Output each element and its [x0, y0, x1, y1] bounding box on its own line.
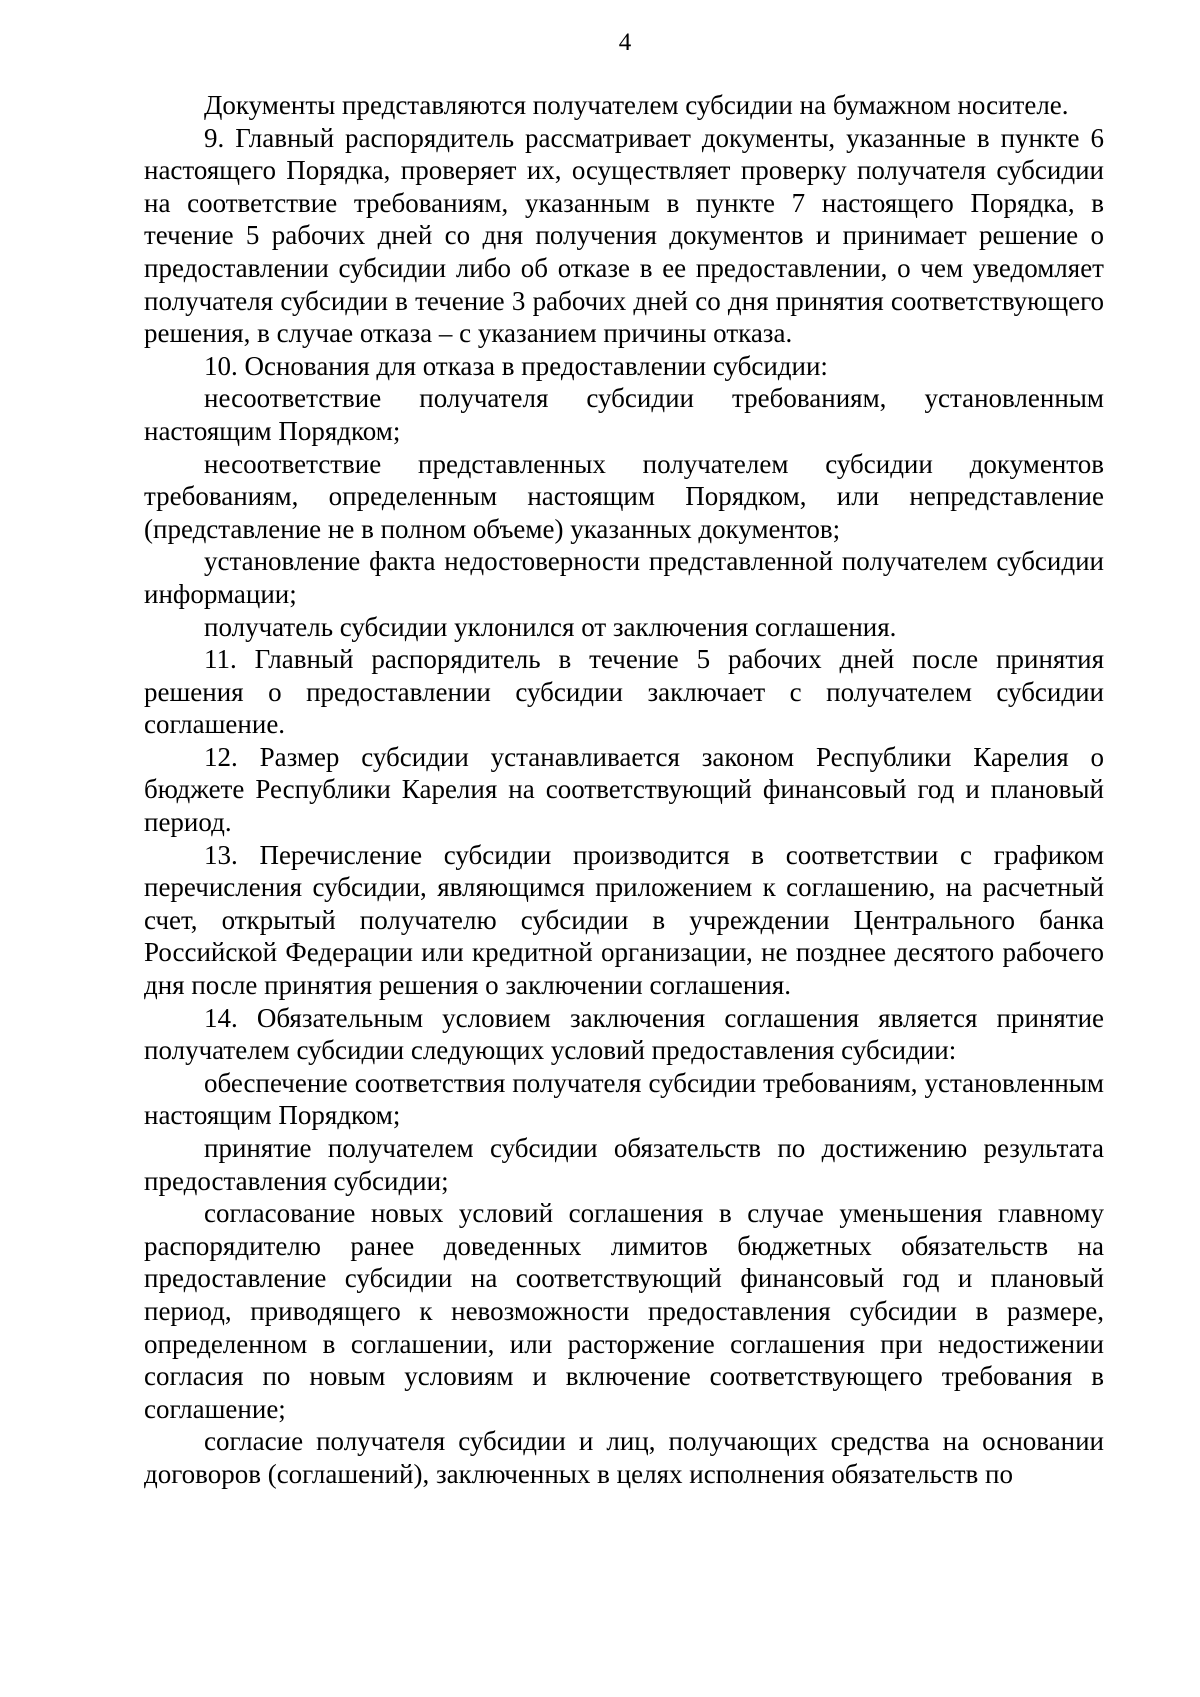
paragraph-refusal-reason-1: несоответствие получателя субсидии требованиям, установленным настоящим Порядком;	[144, 383, 1104, 446]
paragraph-item-14: 14. Обязательным условием заключения соглашения является принятие получателем субсидии следующих условий предоставления субсидии:	[144, 1002, 1104, 1066]
paragraph-condition-3: согласование новых условий соглашения в случае уменьшения главному распорядителю ранее доведенных лимитов бюджетных обязательств на предоставление субсидии на соответствующий финансовый год и плановый период, приводящего к невозможности предоставления субсидии в размере, определенном в соглашении, или расторжение соглашения при недостижении согласия по новым условиям и включение соответствующего требования в соглашение;	[144, 1198, 1104, 1424]
paragraph-refusal-reason-4: получатель субсидии уклонился от заключения соглашения.	[204, 611, 897, 642]
paragraph-documents-paper: Документы представляются получателем субсидии на бумажном носителе.	[204, 90, 1069, 120]
paragraph-item-13: 13. Перечисление субсидии производится в соответствии с графиком перечисления субсидии, являющимся приложением к соглашению, на расчетный счет, открытый получателю субсидии в учреждении Центрального банка Российской Федерации или кредитной организации, не позднее десятого рабочего дня после принятия решения о заключении соглашения.	[144, 839, 1104, 1001]
paragraph-item-9: 9. Главный распорядитель рассматривает документы, указанные в пункте 6 настоящего Порядка, проверяет их, осуществляет проверку получателя субсидии на соответствие требованиям, указанным в пункте 7 настоящего Порядка, в течение 5 рабочих дней со дня получения документов и принимает решение о предоставлении субсидии либо об отказе в ее предоставлении, о чем уведомляет получателя субсидии в течение 3 рабочих дней со дня принятия соответствующего решения, в случае отказа – с указанием причины отказа.	[144, 122, 1104, 349]
paragraph-item-12: 12. Размер субсидии устанавливается законом Республики Карелия о бюджете Республики Карелия на соответствующий финансовый год и плановый период.	[144, 741, 1104, 838]
document-body	[144, 89, 1104, 1491]
paragraph-item-11: 11. Главный распорядитель в течение 5 рабочих дней после принятия решения о предоставлении субсидии заключает с получателем субсидии соглашение.	[144, 644, 1104, 740]
paragraph-refusal-reason-2: несоответствие представленных получателем субсидии документов требованиям, определенным настоящим Порядком, или непредставление (представление не в полном объеме) указанных документов;	[144, 448, 1104, 544]
paragraph-condition-1: обеспечение соответствия получателя субсидии требованиям, установленным настоящим Порядком;	[144, 1067, 1104, 1131]
paragraph-item-10: 10. Основания для отказа в предоставлении субсидии:	[204, 350, 828, 381]
page-number: 4	[618, 29, 632, 56]
paragraph-condition-4: согласие получателя субсидии и лиц, получающих средства на основании договоров (соглашений), заключенных в целях исполнения обязательств по	[144, 1426, 1104, 1489]
paragraph-refusal-reason-3: установление факта недостоверности представленной получателем субсидии информации;	[144, 546, 1104, 609]
paragraph-condition-2: принятие получателем субсидии обязательств по достижению результата предоставления субсидии;	[144, 1133, 1104, 1196]
